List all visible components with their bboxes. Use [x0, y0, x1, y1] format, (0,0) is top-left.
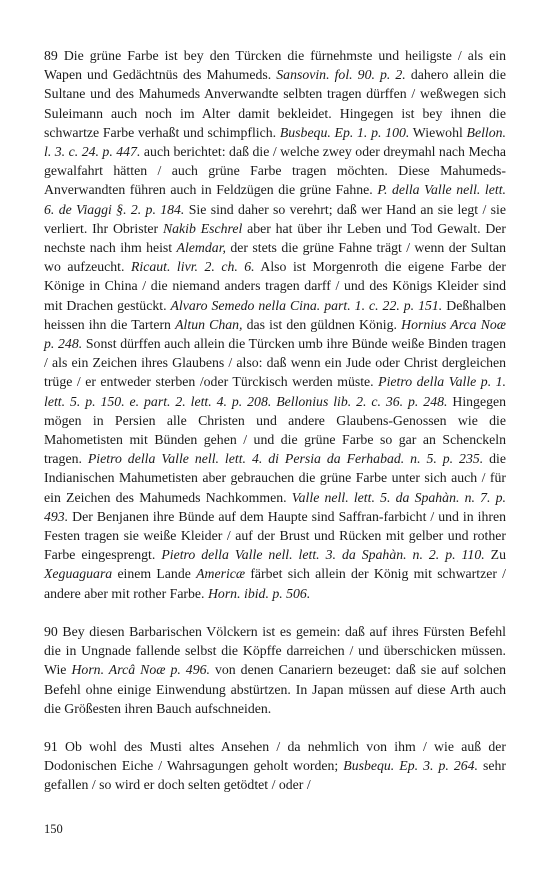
citation-text: Hornius Arca Noæ p. 248.: [44, 316, 507, 352]
footnote-91: [44, 737, 506, 795]
body-text: Also ist Morgenroth die eigene Farbe der Könige in China / die niemand anders tragen darff / und des Königs Kleider sind mit Drachen gestückt.: [44, 259, 507, 313]
body-text: Sonst dürffen auch allein die Türcken umb ihre Bünde weiße Binden tragen / als ein Zeichen ihres Glaubens / also: daß wenn ein Jude oder Christ dergleichen trüge / er entweder sterben /oder Türckisch werden müste.: [44, 336, 506, 390]
citation-text: Busbequ. Ep. 1. p. 100.: [279, 124, 410, 140]
citation-text: Xeguaguara: [44, 566, 113, 582]
body-text: das ist den güldnen König.: [242, 316, 402, 332]
citation-text: Americæ: [196, 566, 246, 582]
citation-text: Horn. Arcâ Noæ p. 496.: [71, 662, 210, 678]
citation-text: P. della Valle nell. lett. 6. de Viaggi §. 2. p. 184.: [44, 182, 506, 217]
citation-text: Alemdar,: [176, 240, 226, 256]
body-text: Deßhalben heissen ihn die Tartern: [44, 297, 506, 332]
citation-text: Pietro della Valle nell. lett. 4. di Persia da Ferhabad. n. 5. p. 235.: [87, 451, 484, 467]
citation-text: Ricaut. livr. 2. ch. 6.: [130, 259, 255, 275]
citation-text: Pietro della Valle nell. lett. 3. da Spahàn. n. 2. p. 110.: [161, 547, 485, 563]
body-text: dahero allein die Sultane und des Mahumeds Anverwandte selbten tragen dürffen / weßwegen sich Suleimann auch noch im Alter damit bekleidet. Hingegen ist bey ihnen die schwartze Farbe verhaßt und schimpflich.: [44, 67, 506, 140]
body-text: die Indianischen Mahumetisten aber gebrauchen die grüne Farbe unter sich auch / für ein Zeichen des Mahumeds Nachkommen.: [44, 451, 507, 505]
body-text: Zu: [484, 547, 506, 563]
body-text: Wiewohl: [409, 124, 467, 140]
footnote-column: [44, 46, 506, 795]
body-text: von denen Canariern bezeuget: daß sie auf solchen Befehl ohne einige Einwendung abstürtzen. In Japan müssen auf diese Arth auch die Größesten ihren Bauch aufschneiden.: [44, 662, 506, 716]
citation-text: Busbequ. Ep. 3. p. 264.: [343, 758, 478, 774]
citation-text: Altun Chan,: [175, 316, 243, 332]
body-text: sehr gefallen / so wird er doch selten getödtet / oder /: [44, 758, 506, 793]
body-text: aber hat über ihr Leben und Tod Gewalt. Der nechste nach ihm heist: [44, 220, 507, 256]
citation-text: Sansovin. fol. 90. p. 2.: [276, 67, 406, 83]
body-text: 89 Die grüne Farbe ist bey den Türcken die fürnehmste und heiligste / als ein Wapen und Gedächtnüs des Mahumeds.: [44, 48, 506, 83]
body-text: Hingegen mögen in Persien alle Christen und andere Glaubens-Genossen wie die Mahometisten mit Bünden gehen / und die grüne Farbe so gar an Schenckeln tragen.: [44, 393, 507, 467]
citation-text: Bellon. l. 3. c. 24. p. 447.: [44, 124, 506, 160]
body-text: 90 Bey diesen Barbarischen Völckern ist es gemein: daß auf ihres Fürsten Befehl die in Ungnade fallende selbst die Köpffe darreichen / und überschicken müssen. Wie: [44, 623, 506, 678]
footnote-90: [44, 622, 506, 718]
body-text: auch berichtet: daß die / welche zwey oder dreymahl nach Mecha gewalfahrt hätten / auch grüne Farbe tragen möchten. Diese Mahumeds-Anverwandten führen auch in Feldzügen die grüne Fahne.: [44, 144, 506, 198]
citation-text: Nakib Eschrel: [162, 220, 243, 236]
body-text: Sie sind daher so verehrt; daß wer Hand an sie legt / sie verliert. Ihr Obrister: [44, 201, 506, 236]
body-text: Der Benjanen ihre Bünde auf dem Haupte sind Saffran-farbicht / und in ihren Festen tragen sie weiße Kleider / auf der Brust und Rücken mit gelber und rother Farbe eingesprengt.: [44, 508, 506, 563]
citation-text: Pietro della Valle p. 1. lett. 5. p. 150. e. part. 2. lett. 4. p. 208. Bellonius lib. 2. c. 36. p. 248.: [44, 374, 507, 409]
body-text: der stets die grüne Fahne trägt / wenn der Sultan wo aufzeucht.: [44, 240, 506, 275]
citation-text: Alvaro Semedo nella Cina. part. 1. c. 22. p. 151.: [170, 297, 443, 313]
body-text: färbet sich allein der König mit schwartzer / andere aber mit rother Farbe.: [44, 566, 506, 601]
citation-text: Valle nell. lett. 5. da Spahàn. n. 7. p. 493.: [44, 489, 506, 524]
body-text: einem Lande: [112, 566, 197, 582]
footnote-89: [44, 46, 506, 603]
body-text: 91 Ob wohl des Musti altes Ansehen / da nehmlich von ihm / wie auß der Dodonischen Eiche / Wahrsagungen geholt worden;: [44, 738, 506, 774]
page-number: 150: [44, 822, 63, 836]
citation-text: Horn. ibid. p. 506.: [207, 585, 311, 601]
